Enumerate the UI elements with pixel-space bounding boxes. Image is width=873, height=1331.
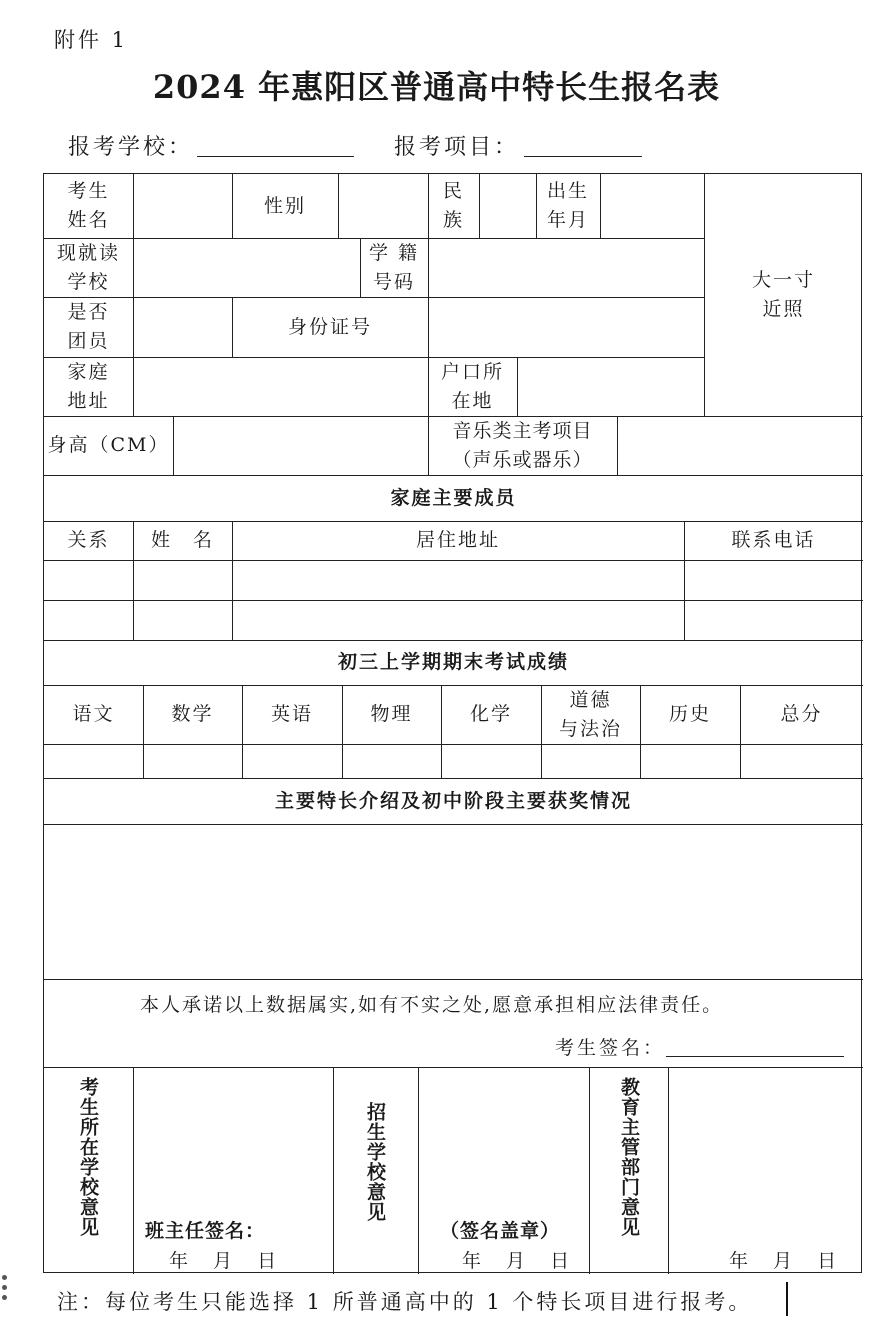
section-family: 家庭主要成员	[390, 486, 517, 509]
section-scores: 初三上学期期末考试成绩	[337, 651, 569, 673]
input-hukou[interactable]	[517, 357, 704, 416]
edu-date: 年 月 日	[729, 1250, 837, 1272]
input-id-number[interactable]	[428, 297, 704, 357]
input-current-school[interactable]	[133, 238, 360, 297]
drag-handle-icon[interactable]	[2, 1275, 8, 1305]
input-name[interactable]	[133, 174, 232, 238]
family-col-relation: 关系	[67, 529, 110, 551]
school-blank[interactable]	[197, 156, 354, 157]
label-birth: 出生 年月	[546, 180, 589, 231]
label-gender: 性别	[263, 194, 306, 217]
label-edu-opinion: 教育主管部门意见	[618, 1077, 640, 1237]
school-opinion-area[interactable]	[133, 1067, 333, 1212]
family-row-1[interactable]	[44, 560, 863, 600]
footnote: 注：每位考生只能选择 1 所普通高中的 1 个特长项目进行报考。	[57, 1290, 753, 1314]
input-league-member[interactable]	[133, 297, 232, 357]
subject-english: 英语	[270, 703, 313, 725]
project-blank[interactable]	[524, 156, 642, 157]
subject-chemistry: 化学	[469, 703, 512, 725]
label-hukou: 户口所 在地	[440, 360, 504, 412]
label-ethnicity: 民 族	[442, 180, 464, 231]
teacher-sign-label: 班主任签名：	[145, 1220, 266, 1242]
subject-physics: 物理	[370, 703, 413, 725]
input-address[interactable]	[133, 357, 428, 416]
subject-math: 数学	[171, 703, 214, 725]
project-label: 报考项目：	[394, 135, 520, 160]
family-col-name: 姓 名	[150, 529, 214, 551]
subject-chinese: 语文	[72, 703, 115, 725]
photo-box[interactable]: 大一寸 近照	[751, 269, 815, 320]
label-current-school: 现就读 学校	[56, 241, 120, 293]
scores-input-row[interactable]	[44, 744, 863, 778]
signature-blank[interactable]	[666, 1056, 844, 1057]
label-school-opinion: 考生所在学校意见	[77, 1077, 99, 1237]
awards-textarea[interactable]	[44, 824, 863, 979]
text-cursor	[786, 1282, 788, 1316]
input-height[interactable]	[173, 416, 428, 475]
input-student-no[interactable]	[428, 238, 704, 297]
label-music-project: 音乐类主考项目 （声乐或器乐）	[452, 419, 593, 471]
input-music-project[interactable]	[617, 416, 863, 475]
registration-form	[43, 173, 862, 1273]
label-address: 家庭 地址	[67, 360, 110, 412]
family-col-address: 居住地址	[415, 529, 500, 551]
signature-label: 考生签名：	[555, 1037, 666, 1059]
label-admit-opinion: 招生学校意见	[364, 1102, 386, 1222]
subject-total: 总分	[780, 703, 823, 725]
seal-label: （签名盖章）	[440, 1220, 561, 1242]
label-id-number: 身份证号	[287, 315, 372, 338]
label-name: 考生 姓名	[67, 180, 110, 231]
input-gender[interactable]	[338, 174, 428, 238]
family-col-phone: 联系电话	[731, 529, 816, 551]
school-label: 报考学校：	[68, 135, 194, 160]
section-awards: 主要特长介绍及初中阶段主要获奖情况	[274, 789, 632, 812]
label-height: 身高（CM）	[47, 434, 170, 456]
edu-opinion-area[interactable]	[668, 1067, 863, 1237]
subject-history: 历史	[668, 703, 711, 725]
label-student-no: 学 籍 号码	[368, 241, 420, 293]
family-row-2[interactable]	[44, 600, 863, 640]
input-birth[interactable]	[600, 174, 704, 238]
pledge-text: 本人承诺以上数据属实,如有不实之处,愿意承担相应法律责任。	[140, 994, 724, 1016]
input-ethnicity[interactable]	[479, 174, 536, 238]
attachment-label: 附件 1	[54, 28, 129, 52]
admit-opinion-area[interactable]	[418, 1067, 589, 1212]
admit-date: 年 月 日	[462, 1250, 570, 1272]
school-date: 年 月 日	[169, 1250, 277, 1272]
form-title: 2024 年惠阳区普通高中特长生报名表	[152, 68, 721, 106]
subject-ethics-law: 道德 与法治	[558, 688, 622, 740]
label-league-member: 是否 团员	[67, 301, 110, 352]
